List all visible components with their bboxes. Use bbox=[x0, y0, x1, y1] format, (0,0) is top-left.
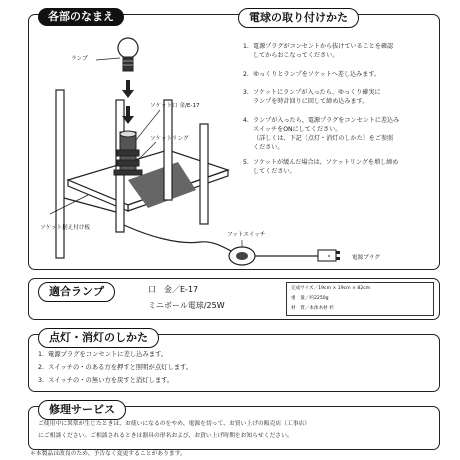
footnote: ＊本製品は改良のため、予告なく変更することがあります。 bbox=[30, 451, 186, 457]
lamp-spec-heading: 適合ランプ bbox=[38, 282, 115, 302]
plug-illustration bbox=[318, 250, 340, 261]
label-base-plate: ソケット据え付け板 bbox=[40, 225, 91, 231]
label-socket-ring: ソケットリング bbox=[150, 136, 189, 142]
product-material: 材 質／本体木材 杉 bbox=[291, 306, 334, 311]
parts-heading: 各部のなまえ bbox=[38, 8, 124, 26]
repair-heading: 修理サービス bbox=[38, 400, 126, 420]
install-heading: 電球の取り付けかた bbox=[238, 8, 359, 28]
install-step-1: 1. 電源プラグがコンセントから抜けていることを確認 してからおこなってください。 bbox=[243, 43, 394, 59]
power-cord bbox=[124, 225, 318, 256]
label-lamp: ランプ bbox=[71, 56, 88, 62]
install-step-4: 4. ランプが入ったら、電源プラグをコンセントに差込み スイッチをONにしてください。 （詳しくは、下記〔点灯・消灯のしかた〕をご参照 ください。 bbox=[243, 117, 400, 151]
label-foot-switch: フットスイッチ bbox=[227, 232, 266, 238]
install-step-3: 3. ソケットにランプが入ったら、ゆっくり確実に ランプを時計回りに回して締め込みます。 bbox=[243, 89, 381, 105]
repair-line-1: ご使用中に異常が生じたときは、お使いになるのをやめ、電源を切って、お買い上げの販売店（工事店） bbox=[38, 421, 311, 427]
onoff-step-1: 1. 電源プラグをコンセントに差し込みます。 bbox=[38, 351, 168, 358]
repair-line-2: にご相談ください。ご相談されるときは器具の形名および、お買い上げ時期をお知らせください。 bbox=[38, 433, 293, 439]
install-step-2: 2. ゆっくりとランプをソケットへ差し込みます。 bbox=[243, 71, 381, 78]
product-weight: 重 量／約2250g bbox=[291, 296, 329, 301]
label-socket: ソケット口 金/E-17 bbox=[150, 103, 200, 109]
label-plug: 電源プラグ bbox=[352, 255, 380, 261]
bulb-illustration bbox=[118, 38, 138, 71]
onoff-step-2: 2. スイッチの・のある方を押すと照明が点灯します。 bbox=[38, 364, 193, 371]
foot-switch-illustration bbox=[229, 240, 255, 265]
onoff-heading: 点灯・消灯のしかた bbox=[38, 328, 159, 348]
lamp-spec-bulb: ミニボール電球/25W bbox=[148, 301, 225, 310]
product-size: 完成サイズ／19cm × 19cm × 82cm bbox=[291, 286, 371, 291]
lamp-spec-base: 口 金／E-17 bbox=[148, 285, 199, 294]
install-step-5: 5. ソケットが緩んだ場合は、ソケットリングを増し締め してください。 bbox=[243, 159, 399, 175]
onoff-step-3: 3. スイッチの・の無い方を戻すと消灯します。 bbox=[38, 377, 174, 384]
product-spec-box bbox=[286, 282, 434, 316]
